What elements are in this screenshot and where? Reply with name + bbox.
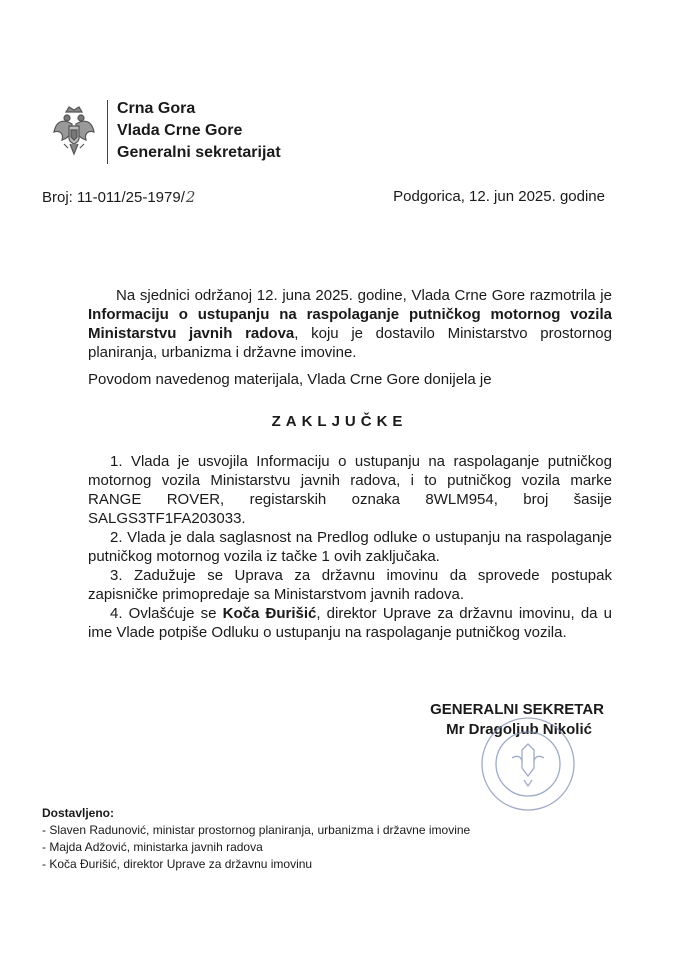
distribution-heading: Dostavljeno: [42, 806, 115, 820]
issuer-government: Vlada Crne Gore [117, 122, 243, 139]
intro-paragraph [88, 286, 612, 362]
reference-number [42, 188, 195, 206]
authorized-person: Koča Đurišić [222, 605, 317, 622]
signatory-title: GENERALNI SEKRETAR [430, 701, 604, 718]
recipient-2: - Majda Adžović, ministarka javnih radova [42, 840, 263, 854]
conclusion-item-1: 1. Vlada je usvojila Informaciju o ustupanju na raspolaganje putničkog motornog vozila Ministarstvu javnih radova, i to putničkog vozila marke RANGE ROVER, registarskih oznaka 8WLM954, broj šasije SALGS3TF1FA203033. [88, 453, 612, 527]
issuer-block [117, 98, 281, 164]
official-stamp [478, 714, 578, 814]
intro-text-2: , koju je dostavilo Ministarstvo prostornog planiranja, urbanizma i državne imovine. [88, 325, 612, 361]
conclusion-item-4-start: 4. Ovlašćuje se [110, 605, 223, 622]
conclusion-item-2: 2. Vlada je dala saglasnost na Predlog odluke o ustupanju na raspolaganje putničkog motornog vozila iz tačke 1 ovih zaključaka. [88, 529, 612, 565]
montenegro-coat-of-arms-icon [52, 104, 96, 160]
header-divider [107, 100, 108, 164]
decision-intro-text: Povodom navedenog materijala, Vlada Crne Gore donijela je [88, 371, 492, 388]
handwritten-suffix: 2 [185, 188, 196, 206]
conclusions-list [88, 452, 612, 642]
recipient-1: - Slaven Radunović, ministar prostornog planiranja, urbanizma i državne imovine [42, 823, 471, 837]
conclusion-item-3: 3. Zadužuje se Uprava za državnu imovinu da sprovede postupak zapisničke primopredaje sa Ministarstvom javnih radova. [88, 567, 612, 603]
reference-value: 11-011/25-1979/ [77, 189, 185, 206]
decision-intro [88, 370, 612, 389]
reference-label: Broj: [42, 189, 73, 206]
document-date: Podgorica, 12. jun 2025. godine [393, 188, 605, 205]
issuer-secretariat: Generalni sekretarijat [117, 144, 281, 161]
distribution-list [42, 805, 470, 873]
intro-text-1: Na sjednici održanoj 12. juna 2025. godine, Vlada Crne Gore razmotrila je [116, 287, 612, 304]
issuer-country: Crna Gora [117, 100, 196, 117]
recipient-3: - Koča Đurišić, direktor Uprave za državnu imovinu [42, 857, 313, 871]
conclusion-item-4 [88, 604, 612, 642]
conclusions-heading: ZAKLJUČKE [271, 413, 408, 430]
conclusion-item-4-end: , direktor Uprave za državnu imovinu, da u ime Vlade potpiše Odluku o ustupanju na raspolaganje putničkog vozila. [88, 605, 612, 641]
intro-bold-subject: Informaciju o ustupanju na raspolaganje putničkog motornog vozila Ministarstvu javnih radova [88, 306, 612, 342]
signatory-name: Mr Dragoljub Nikolić [446, 721, 592, 738]
